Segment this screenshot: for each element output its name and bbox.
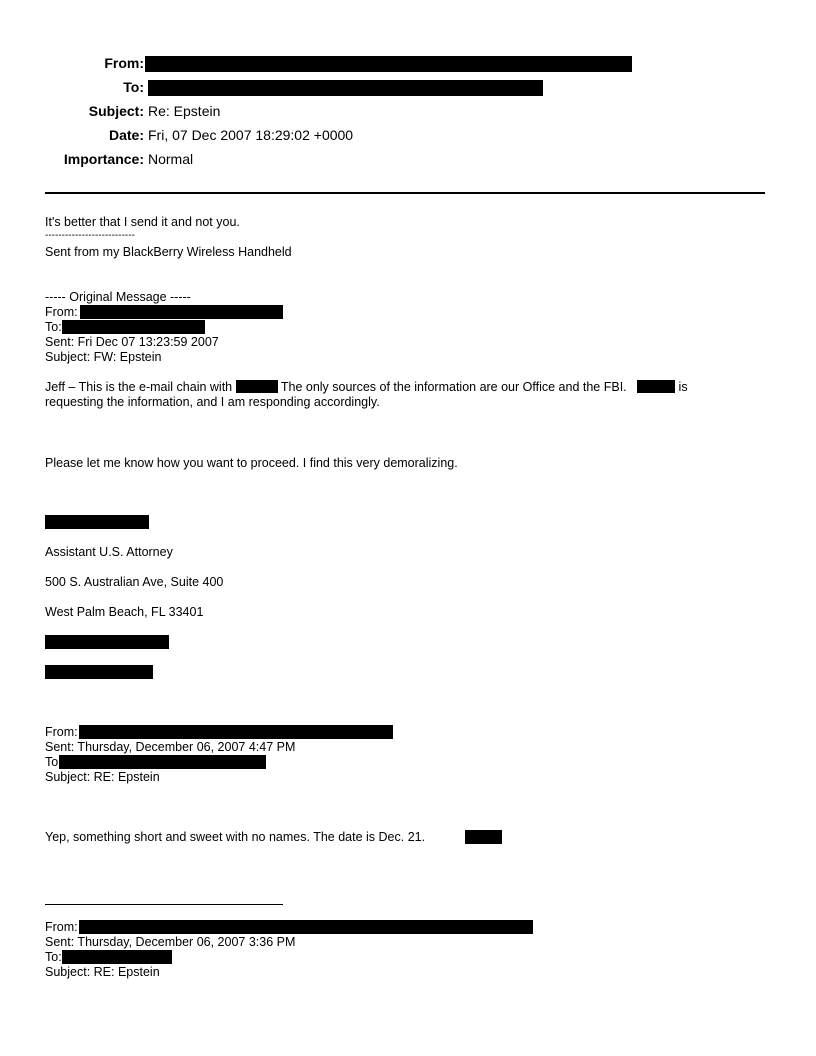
message2-body: Yep, something short and sweet with no names. The date is Dec. 21.	[45, 830, 426, 844]
reply-separator: ---------------------------	[45, 230, 135, 241]
message3-sent-line: Sent: Thursday, December 06, 2007 3:36 PM	[45, 935, 296, 949]
message-separator-line	[45, 904, 283, 905]
redaction-block	[59, 755, 266, 769]
header-importance-row	[0, 148, 816, 170]
signature-title: Assistant U.S. Attorney	[45, 545, 173, 559]
redaction-block	[62, 320, 205, 334]
redaction-block	[62, 950, 172, 964]
redaction-block	[45, 515, 149, 529]
header-divider	[45, 192, 765, 194]
redaction-block	[145, 56, 632, 72]
signature-address-line1: 500 S. Australian Ave, Suite 400	[45, 575, 224, 589]
message3-to-label: To:	[45, 950, 62, 964]
header-from-label: From:	[104, 55, 144, 71]
redaction-block	[465, 830, 502, 844]
original-paragraph-2: Please let me know how you want to proceed. I find this very demoralizing.	[45, 456, 458, 470]
header-subject-label: Subject:	[88, 103, 144, 119]
header-date-row	[0, 124, 816, 146]
redaction-block	[80, 305, 283, 319]
header-date-value: Fri, 07 Dec 2007 18:29:02 +0000	[148, 127, 354, 143]
reply-signature: Sent from my BlackBerry Wireless Handheld	[45, 245, 292, 259]
reply-body: It's better that I send it and not you.	[45, 215, 240, 229]
header-to-label: To:	[123, 79, 144, 95]
message2-sent-line: Sent: Thursday, December 06, 2007 4:47 PM	[45, 740, 296, 754]
redaction-block	[79, 725, 393, 739]
message3-from-label: From:	[45, 920, 78, 934]
header-importance-label: Importance:	[63, 151, 144, 167]
header-subject-value: Re: Epstein	[148, 103, 221, 119]
paragraph-text: is requesting the information, and I am responding accordingly.	[45, 380, 688, 409]
header-importance-value: Normal	[148, 151, 194, 167]
paragraph-text: The only sources of the information are our Office and the FBI.	[277, 380, 627, 394]
original-to-label: To:	[45, 320, 62, 334]
redaction-block	[236, 380, 278, 393]
message2-to-label: To	[45, 755, 59, 769]
original-paragraph-1	[45, 380, 745, 410]
original-message-marker: ----- Original Message -----	[45, 290, 191, 304]
redaction-block	[45, 665, 153, 679]
header-subject-row	[0, 100, 816, 122]
redaction-block	[148, 80, 543, 96]
message2-from-label: From:	[45, 725, 78, 739]
signature-address-line2: West Palm Beach, FL 33401	[45, 605, 204, 619]
redaction-block	[45, 635, 169, 649]
original-sent-line: Sent: Fri Dec 07 13:23:59 2007	[45, 335, 219, 349]
paragraph-text: Jeff – This is the e-mail chain with	[45, 380, 233, 394]
redaction-block	[637, 380, 675, 393]
message3-subject-line: Subject: RE: Epstein	[45, 965, 160, 979]
message2-subject-line: Subject: RE: Epstein	[45, 770, 160, 784]
header-date-label: Date:	[108, 127, 144, 143]
redaction-block	[79, 920, 533, 934]
original-from-label: From:	[45, 305, 78, 319]
original-subject-line: Subject: FW: Epstein	[45, 350, 162, 364]
